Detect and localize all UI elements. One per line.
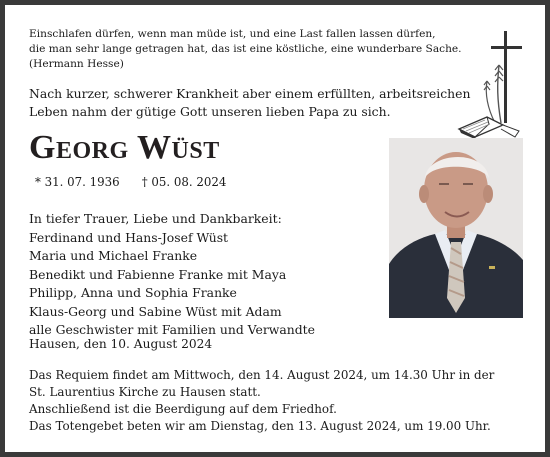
mourners-list — [29, 210, 315, 340]
quote-line: die man sehr lange getragen hat, das ist eine köstliche, eine wunderbare Sache. — [29, 43, 462, 55]
life-dates — [35, 175, 226, 189]
death-date: † 05. 08. 2024 — [141, 175, 227, 189]
birth-date: * 31. 07. 1936 — [35, 175, 120, 189]
hesse-quote — [29, 27, 462, 72]
notice-line: Das Totengebet beten wir am Dienstag, den 13. August 2024, um 19.00 Uhr. — [29, 419, 491, 433]
mourner-line: Maria und Michael Franke — [29, 248, 198, 263]
quote-author: (Hermann Hesse) — [29, 58, 124, 70]
intro-line: Nach kurzer, schwerer Krankheit aber einem erfüllten, arbeitsreichen — [29, 86, 471, 101]
intro-line: Leben nahm der gütige Gott unseren lieben Papa zu sich. — [29, 104, 391, 119]
notice-line: Anschließend ist die Beerdigung auf dem Friedhof. — [29, 402, 337, 416]
mourner-line: alle Geschwister mit Familien und Verwandte — [29, 322, 315, 337]
portrait-photo — [389, 138, 523, 318]
funeral-notice — [29, 367, 494, 435]
place-and-date: Hausen, den 10. August 2024 — [29, 337, 213, 351]
mourner-line: Ferdinand und Hans-Josef Wüst — [29, 229, 229, 245]
mourner-line: Benedikt und Fabienne Franke mit Maya — [29, 266, 287, 282]
mourner-line: Philipp, Anna und Sophia Franke — [29, 285, 237, 300]
notice-line: Das Requiem findet am Mittwoch, den 14. August 2024, um 14.30 Uhr in der — [29, 368, 495, 382]
mourners-heading: In tiefer Trauer, Liebe und Dankbarkeit: — [29, 211, 282, 226]
notice-line: St. Laurentius Kirche zu Hausen statt. — [29, 385, 261, 399]
mourner-line: Klaus-Georg und Sabine Wüst mit Adam — [29, 303, 282, 319]
deceased-name: Georg Wüst — [29, 129, 220, 166]
intro-text — [29, 85, 470, 121]
quote-line: Einschlafen dürfen, wenn man müde ist, und eine Last fallen lassen dürfen, — [29, 28, 436, 40]
